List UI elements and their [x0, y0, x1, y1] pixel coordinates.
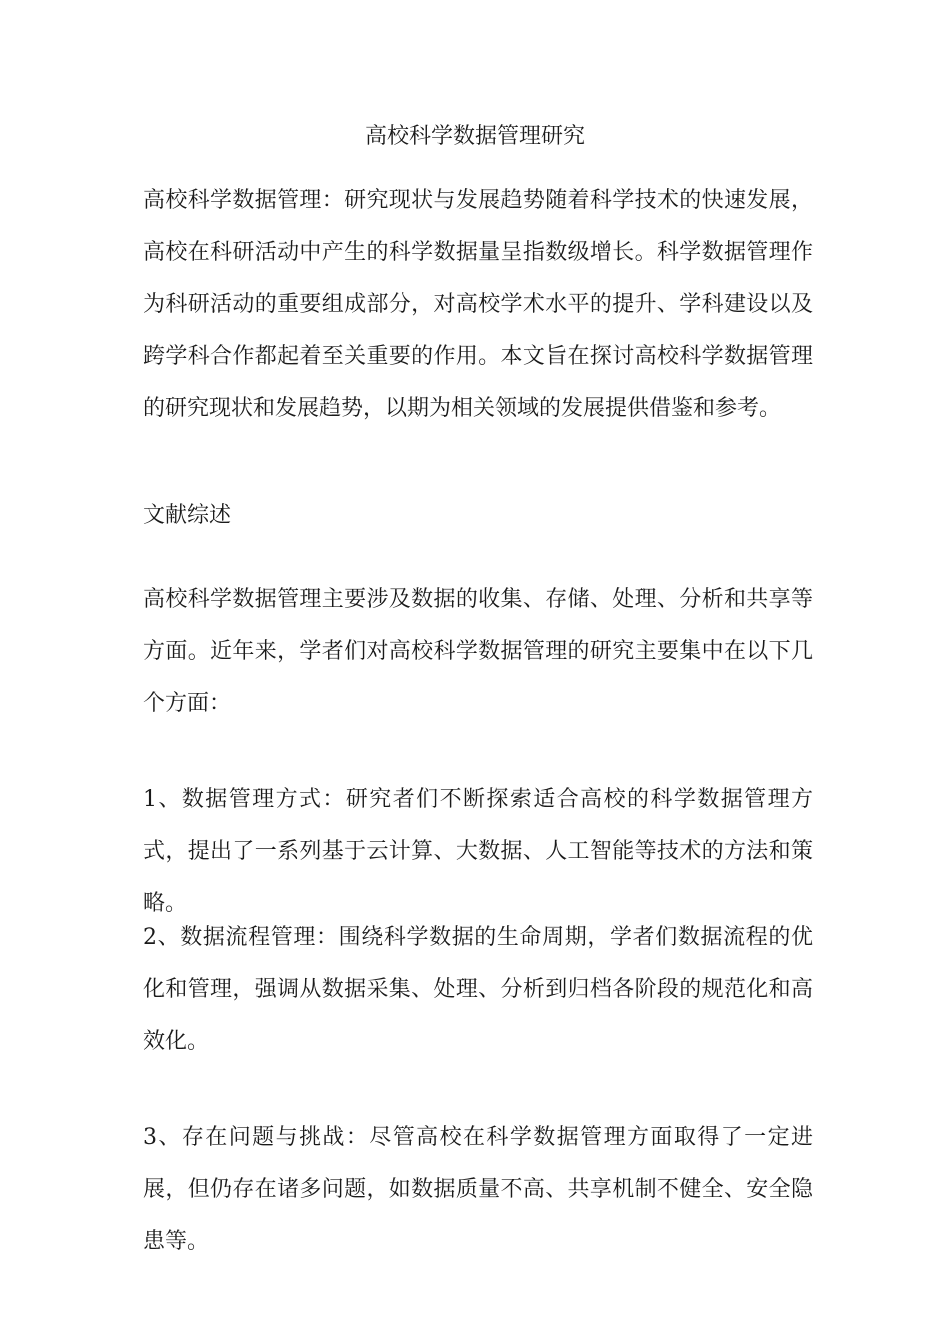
point-2-paragraph: 2、数据流程管理：围绕科学数据的生命周期，学者们数据流程的优化和管理，强调从数据采集、处理、分析到归档各阶段的规范化和高效化。: [143, 925, 813, 1054]
document-title: 高校科学数据管理研究: [364, 124, 585, 149]
intro-paragraph: 高校科学数据管理：研究现状与发展趋势随着科学技术的快速发展，高校在科研活动中产生的科学数据量呈指数级增长。科学数据管理作为科研活动的重要组成部分，对高校学术水平的提升、学科建设以及跨学科合作都起着至关重要的作用。本文旨在探讨高校科学数据管理的研究现状和发展趋势，以期为相关领域的发展提供借鉴和参考。: [143, 188, 813, 421]
literature-overview-paragraph: 高校科学数据管理主要涉及数据的收集、存储、处理、分析和共享等方面。近年来，学者们对高校科学数据管理的研究主要集中在以下几个方面：: [143, 587, 813, 716]
section-heading-literature-review: 文献综述: [143, 503, 232, 528]
point-3-paragraph: 3、存在问题与挑战：尽管高校在科学数据管理方面取得了一定进展，但仍存在诸多问题，如数据质量不高、共享机制不健全、安全隐患等。: [143, 1125, 813, 1254]
point-1-paragraph: 1、数据管理方式：研究者们不断探索适合高校的科学数据管理方式，提出了一系列基于云计算、大数据、人工智能等技术的方法和策略。: [143, 787, 813, 916]
